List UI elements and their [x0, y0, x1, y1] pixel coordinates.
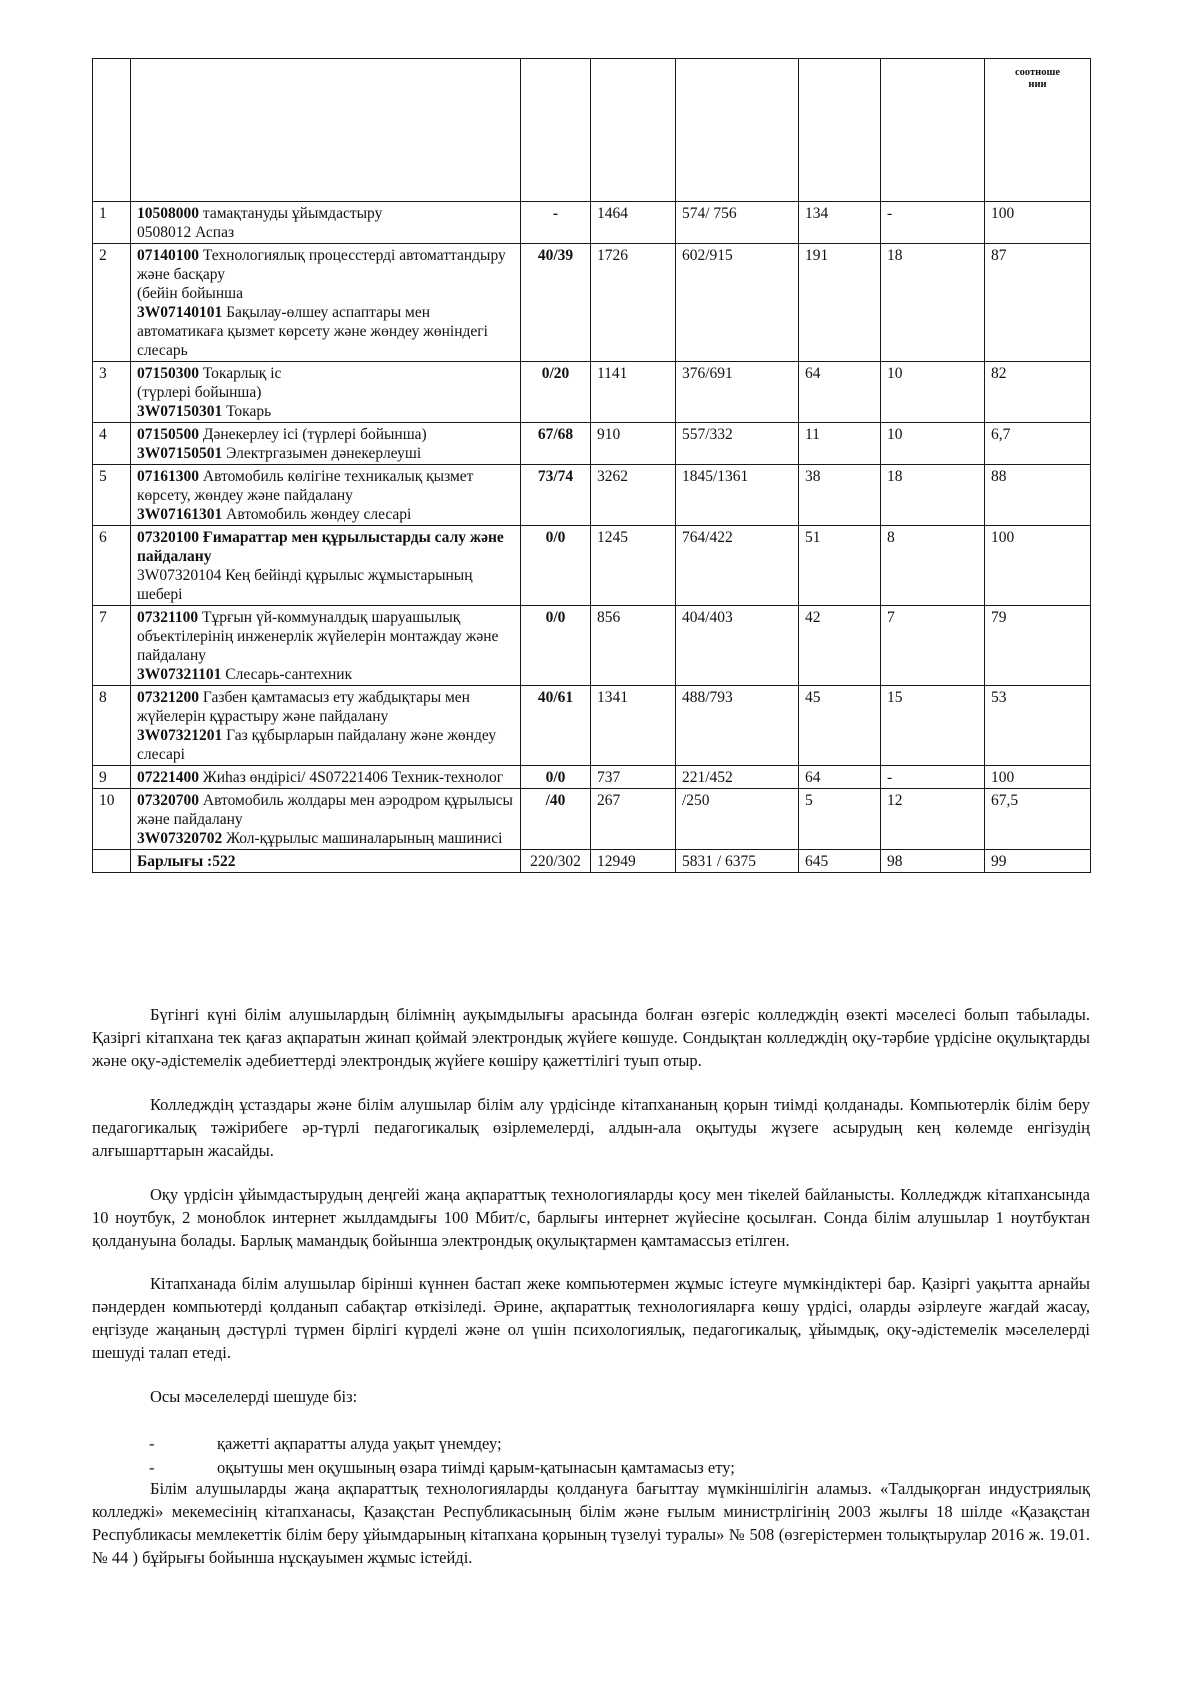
value-cell: 1141 — [591, 362, 676, 423]
header-cell — [521, 59, 591, 202]
row-number-cell: 5 — [93, 465, 131, 526]
value-cell: 910 — [591, 423, 676, 465]
paragraph-4: Кітапханада білім алушылар бірінші күннен бастап жеке компьютермен жұмыс істеуге мүмкіндіктері бар. Қазіргі уақытта арнайы пәндерден компьютерді қолданып сабақтар өткізіледі. Әрине, ақпараттық технологияларға көшу үрдісі, оларды әзірлеуге жағдай жасау, еңгізуде жаңаның дәстүрлі түрмен бірлігі күрделі және ол үшін психологиялық, педагогикалық, ұйымдық, оқу-әдістемелік мәселелерді шешуді талап етеді. — [92, 1274, 1090, 1362]
table-total-row — [93, 850, 1091, 873]
row-number-cell: 9 — [93, 766, 131, 789]
specialty-name: Автомобиль жолдары мен аэродром құрылысы және пайдалану — [137, 792, 513, 828]
qualification-name: Аспаз — [191, 224, 235, 241]
value-cell: 267 — [591, 789, 676, 850]
value-cell: 1245 — [591, 526, 676, 606]
qualification-name: Автомобиль жөндеу слесарі — [222, 506, 412, 523]
value-cell: 67/68 — [521, 423, 591, 465]
value-cell: 12 — [881, 789, 985, 850]
qualification-code: 3W07150501 — [137, 445, 223, 462]
value-cell: 10 — [881, 362, 985, 423]
value-cell: - — [521, 202, 591, 244]
specialty-cell — [131, 362, 521, 423]
paragraph-2: Колледждің ұстаздары және білім алушылар білім алу үрдісінде кітапхананың қорын тиімді қолданады. Компьютерлік білім беру педагогикалық тәжірибеге әр-түрлі педагогикалық өзірлемелерді, алдын-ала оқытуды жүзеге асырудың кең көлемде енгізудің алғышарттарын жасайды. — [92, 1095, 1090, 1160]
value-cell: 856 — [591, 606, 676, 686]
paragraph-6: Білім алушыларды жаңа ақпараттық технологияларды қолдануға бағыттау мүмкіншілігін аламыз. «Талдықорған индустриялық колледжі» мекемесінің кітапханасы, Қазақстан Республикасының білім және ғылым министрлігінің 2003 жылғы 18 шілде «Қазақстан Республикасы мемлекеттік білім беру ұйымдарының кітапхана қорының түзелуі туралы» № 508 (өзгерістермен толықтырулар 2016 ж. 19.01. № 44 ) бұйрығы бойынша нұсқауымен жұмыс істейді. — [92, 1479, 1090, 1567]
specialty-code: 07221400 — [137, 769, 199, 786]
specialty-name: Тұрғын үй-коммуналдық шаруашылық объектілерінің инженерлік жүйелерін монтаждау және пайдалану — [137, 609, 499, 664]
specialty-cell — [131, 606, 521, 686]
value-cell: 88 — [985, 465, 1091, 526]
value-cell: 64 — [799, 766, 881, 789]
value-cell: 1464 — [591, 202, 676, 244]
table-row — [93, 465, 1091, 526]
header-cell — [881, 59, 985, 202]
value-cell: - — [881, 202, 985, 244]
header-cell — [131, 59, 521, 202]
specialty-cell — [131, 686, 521, 766]
table-row — [93, 526, 1091, 606]
specialty-name: Дәнекерлеу ісі (түрлері бойынша) — [199, 426, 427, 443]
value-cell: 73/74 — [521, 465, 591, 526]
value-cell: 8 — [881, 526, 985, 606]
header-cell — [93, 59, 131, 202]
total-value-cell: 98 — [881, 850, 985, 873]
header-cell — [799, 59, 881, 202]
value-cell: 82 — [985, 362, 1091, 423]
row-number-cell: 6 — [93, 526, 131, 606]
specialty-code: 07150300 — [137, 365, 199, 382]
value-cell: 404/403 — [676, 606, 799, 686]
value-cell: 134 — [799, 202, 881, 244]
row-number-cell: 8 — [93, 686, 131, 766]
specialty-code: 07320100 — [137, 529, 199, 546]
qualification-name: Газ құбырларын пайдалану және жөндеу слесарі — [137, 727, 497, 763]
table-row — [93, 244, 1091, 362]
value-cell: 191 — [799, 244, 881, 362]
value-cell: 764/422 — [676, 526, 799, 606]
value-cell: 221/452 — [676, 766, 799, 789]
specialties-table — [92, 58, 1091, 873]
value-cell: 100 — [985, 526, 1091, 606]
value-cell: 602/915 — [676, 244, 799, 362]
qualification-name: Слесарь-сантехник — [221, 666, 353, 683]
table-row — [93, 766, 1091, 789]
specialty-cell — [131, 423, 521, 465]
value-cell: 10 — [881, 423, 985, 465]
total-value-cell: 220/302 — [521, 850, 591, 873]
value-cell: 0/0 — [521, 526, 591, 606]
value-cell: 100 — [985, 202, 1091, 244]
value-cell: /40 — [521, 789, 591, 850]
specialty-code: 07321200 — [137, 689, 199, 706]
specialty-cell — [131, 526, 521, 606]
total-value-cell: 5831 / 6375 — [676, 850, 799, 873]
specialty-cell — [131, 465, 521, 526]
row-number-cell: 10 — [93, 789, 131, 850]
specialty-name: Технологиялық процесстерді автоматтандыру және басқару (бейін бойынша — [137, 247, 506, 302]
specialty-code: 07150500 — [137, 426, 199, 443]
qualification-name: Токарь — [222, 403, 272, 420]
value-cell: 1726 — [591, 244, 676, 362]
specialty-code: 07321100 — [137, 609, 199, 626]
value-cell: 0/0 — [521, 606, 591, 686]
header-ratio-text: соотноше нии — [1014, 67, 1060, 90]
total-value-cell: 99 — [985, 850, 1091, 873]
qualification-code: 0508012 — [137, 224, 192, 241]
total-empty-cell — [93, 850, 131, 873]
value-cell: /250 — [676, 789, 799, 850]
paragraph-5: Осы мәселелерді шешуде біз: — [150, 1387, 358, 1406]
specialty-name: Автомобиль көлігіне техникалық қызмет көрсету, жөндеу және пайдалану — [137, 468, 474, 504]
value-cell: 79 — [985, 606, 1091, 686]
row-number-cell: 4 — [93, 423, 131, 465]
total-label: Барлығы :522 — [131, 850, 521, 873]
value-cell: 574/ 756 — [676, 202, 799, 244]
qualification-name: Бақылау-өлшеу аспаптары мен автоматикаға қызмет көрсету және жөндеу жөніндегі слесарь — [137, 304, 488, 359]
specialty-cell — [131, 789, 521, 850]
paragraph-1: Бүгінгі күні білім алушылардың білімнің ауқымдылығы арасында болған өзгеріс колледждің өзекті мәселесі болып табылады. Қазіргі кітапхана тек қағаз ақпаратын жинап қоймай электрондық жүйеге көшуде. Сондықтан колледждің оқу-тәрбие үрдісіне оқулықтарды және оқу-әдістемелік әдебиеттерді электрондық жүйеге көшіру қажеттілігі туып отыр. — [92, 1005, 1090, 1070]
value-cell: 6,7 — [985, 423, 1091, 465]
value-cell: 53 — [985, 686, 1091, 766]
total-value-cell: 645 — [799, 850, 881, 873]
value-cell: 100 — [985, 766, 1091, 789]
row-number-cell: 3 — [93, 362, 131, 423]
specialty-name: Газбен қамтамасыз ету жабдықтары мен жүйелерін құрастыру және пайдалану — [137, 689, 470, 725]
value-cell: 51 — [799, 526, 881, 606]
qualification-code: 3W07321201 — [137, 727, 223, 744]
header-cell — [676, 59, 799, 202]
row-number-cell: 7 — [93, 606, 131, 686]
qualification-code: 3W07140101 — [137, 304, 223, 321]
table-row — [93, 606, 1091, 686]
specialty-code: 07140100 — [137, 247, 199, 264]
value-cell: 3262 — [591, 465, 676, 526]
value-cell: 18 — [881, 244, 985, 362]
value-cell: 40/39 — [521, 244, 591, 362]
value-cell: 737 — [591, 766, 676, 789]
value-cell: 15 — [881, 686, 985, 766]
header-cell-ratio — [985, 59, 1091, 202]
paragraph-3: Оқу үрдісін ұйымдастырудың деңгейі жаңа ақпараттық технологияларды қосу мен тікелей байланысты. Колледждж кітапхансында 10 ноутбук, 2 моноблок интернет жылдамдығы 100 Мбит/с, барлығы интернет жүйесіне қосылған. Сонда білім алушылар 1 ноутбуктан қолдануына болады. Барлық мамандық бойынша электрондық оқулықтармен қамтамассыз етілген. — [92, 1185, 1090, 1250]
specialty-cell — [131, 244, 521, 362]
specialty-code: 07161300 — [137, 468, 199, 485]
value-cell: 557/332 — [676, 423, 799, 465]
table-row — [93, 423, 1091, 465]
specialty-name: Ғимараттар мен құрылыстарды салу және пайдалану — [137, 529, 504, 565]
total-value-cell: 12949 — [591, 850, 676, 873]
table-row — [93, 202, 1091, 244]
value-cell: 488/793 — [676, 686, 799, 766]
specialty-name: тамақтануды ұйымдастыру — [199, 205, 383, 222]
qualification-name: Кең бейінді құрылыс жұмыстарының шебері — [137, 567, 473, 603]
value-cell: 5 — [799, 789, 881, 850]
value-cell: 11 — [799, 423, 881, 465]
specialty-cell — [131, 202, 521, 244]
value-cell: 40/61 — [521, 686, 591, 766]
value-cell: 18 — [881, 465, 985, 526]
list-item-text: қажетті ақпаратты алуда уақыт үнемдеу; — [217, 1434, 502, 1453]
value-cell: 1845/1361 — [676, 465, 799, 526]
qualification-code: 3W07321101 — [137, 666, 222, 683]
qualification-code: 3W07320104 — [137, 567, 222, 584]
value-cell: 38 — [799, 465, 881, 526]
table-row — [93, 789, 1091, 850]
table-row — [93, 686, 1091, 766]
table-row — [93, 362, 1091, 423]
table-header-row — [93, 59, 1091, 202]
specialty-cell — [131, 766, 521, 789]
specialty-name: Жиһаз өндірісі/ — [199, 769, 306, 786]
qualification-code: 3W07150301 — [137, 403, 223, 420]
value-cell: 0/0 — [521, 766, 591, 789]
value-cell: 7 — [881, 606, 985, 686]
list-dash: - — [149, 1458, 155, 1477]
value-cell: 67,5 — [985, 789, 1091, 850]
qualification-code: 3W07161301 — [137, 506, 223, 523]
value-cell: 1341 — [591, 686, 676, 766]
qualification-name: Жол-құрылыс машиналарының машинисі — [222, 830, 503, 847]
qualification-name: Электргазымен дәнекерлеуші — [222, 445, 422, 462]
row-number-cell: 2 — [93, 244, 131, 362]
value-cell: 64 — [799, 362, 881, 423]
value-cell: 45 — [799, 686, 881, 766]
value-cell: 376/691 — [676, 362, 799, 423]
value-cell: 42 — [799, 606, 881, 686]
specialty-code: 10508000 — [137, 205, 199, 222]
list-item-text: оқытушы мен оқушының өзара тиімді қарым-қатынасын қамтамасыз ету; — [217, 1458, 735, 1477]
qualification-name: 4S07221406 Техник-технолог — [305, 769, 504, 786]
list-dash: - — [149, 1434, 155, 1453]
value-cell: - — [881, 766, 985, 789]
specialty-name: Токарлық іс (түрлері бойынша) — [137, 365, 282, 401]
header-cell — [591, 59, 676, 202]
value-cell: 87 — [985, 244, 1091, 362]
value-cell: 0/20 — [521, 362, 591, 423]
qualification-code: 3W07320702 — [137, 830, 223, 847]
row-number-cell: 1 — [93, 202, 131, 244]
specialty-code: 07320700 — [137, 792, 199, 809]
